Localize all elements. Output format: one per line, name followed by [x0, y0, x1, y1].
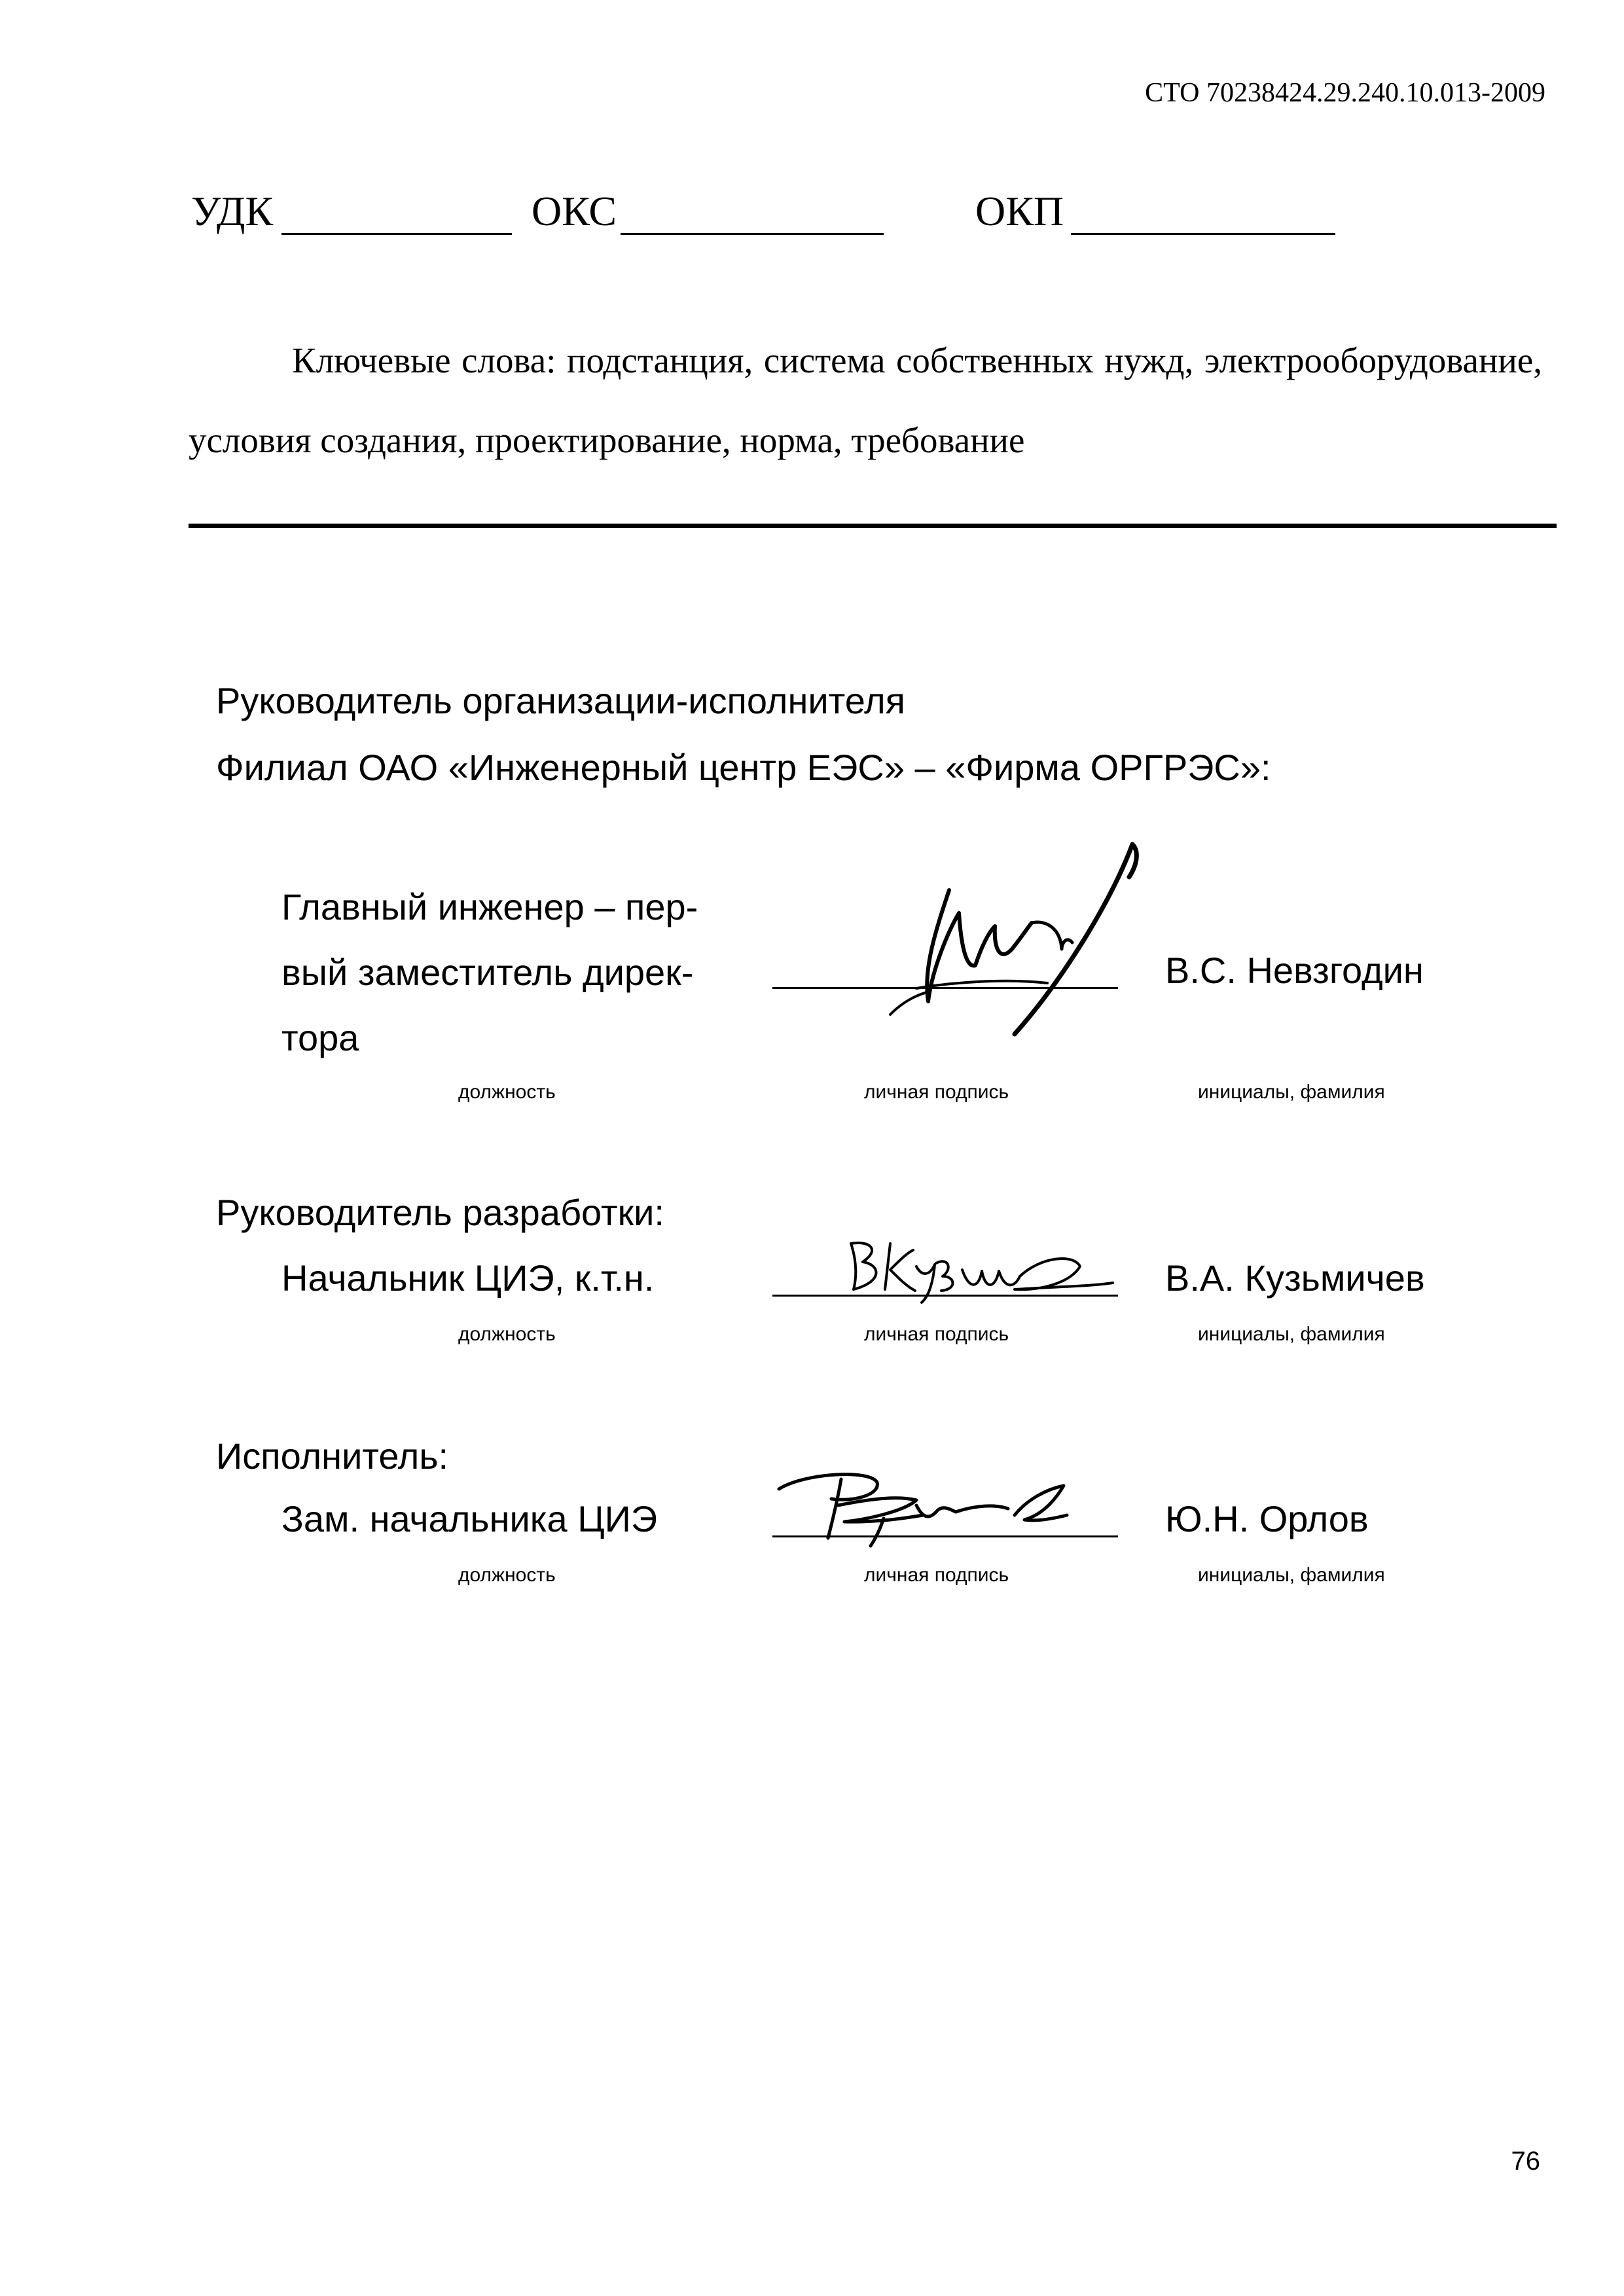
signatory-1-position-line: тора: [281, 1017, 359, 1058]
keywords-text: Ключевые слова: подстанция, система собственных нужд, электрооборудование, условия создания, проектирование, норма, требование: [189, 340, 1542, 460]
signatory-3-name: Ю.Н. Орлов: [1165, 1498, 1369, 1539]
keywords-paragraph: [189, 321, 1542, 480]
signatory-1-caption-name: инициалы, фамилия: [1198, 1081, 1385, 1103]
signatory-2-caption-signature: личная подпись: [864, 1323, 1009, 1345]
signatory-1-caption-position: должность: [458, 1081, 556, 1103]
org-head-title: Руководитель организации-исполнителя: [216, 680, 905, 721]
org-name: Филиал ОАО «Инженерный центр ЕЭС» – «Фирма ОРГРЭС»:: [216, 747, 1271, 788]
page-number: 76: [1511, 2147, 1540, 2176]
section-divider: [189, 524, 1557, 528]
signatory-2-position: Начальник ЦИЭ, к.т.н.: [281, 1257, 655, 1299]
signatory-2-signature: [844, 1230, 1119, 1302]
signatory-1-caption-signature: личная подпись: [864, 1081, 1009, 1103]
signatory-2-caption-position: должность: [458, 1323, 556, 1345]
signatory-1-position-line: Главный инженер – пер-: [281, 886, 698, 927]
signatory-1-position: [281, 874, 698, 1071]
signatory-3-caption-position: должность: [458, 1564, 556, 1586]
dev-head-title: Руководитель разработки:: [216, 1192, 664, 1233]
oks-label: ОКС: [532, 188, 617, 234]
signatory-2-name: В.А. Кузьмичев: [1165, 1257, 1425, 1299]
signatory-3-signature: [766, 1460, 1093, 1551]
signatory-3-position: Зам. начальника ЦИЭ: [281, 1498, 658, 1539]
document-code: СТО 70238424.29.240.10.013-2009: [1145, 78, 1545, 108]
udk-label: УДК: [191, 188, 274, 234]
signatory-1-name: В.С. Невзгодин: [1165, 950, 1424, 991]
executor-title: Исполнитель:: [216, 1435, 449, 1477]
signatory-3-caption-signature: личная подпись: [864, 1564, 1009, 1586]
signatory-1-position-line: вый заместитель дирек-: [281, 952, 694, 993]
signatory-3-caption-name: инициалы, фамилия: [1198, 1564, 1385, 1586]
udk-field: [281, 233, 512, 235]
signatory-1-signature: [851, 838, 1152, 1047]
okp-label: ОКП: [975, 188, 1064, 234]
signatory-2-caption-name: инициалы, фамилия: [1198, 1323, 1385, 1345]
okp-field: [1071, 233, 1335, 235]
oks-field: [621, 233, 884, 235]
